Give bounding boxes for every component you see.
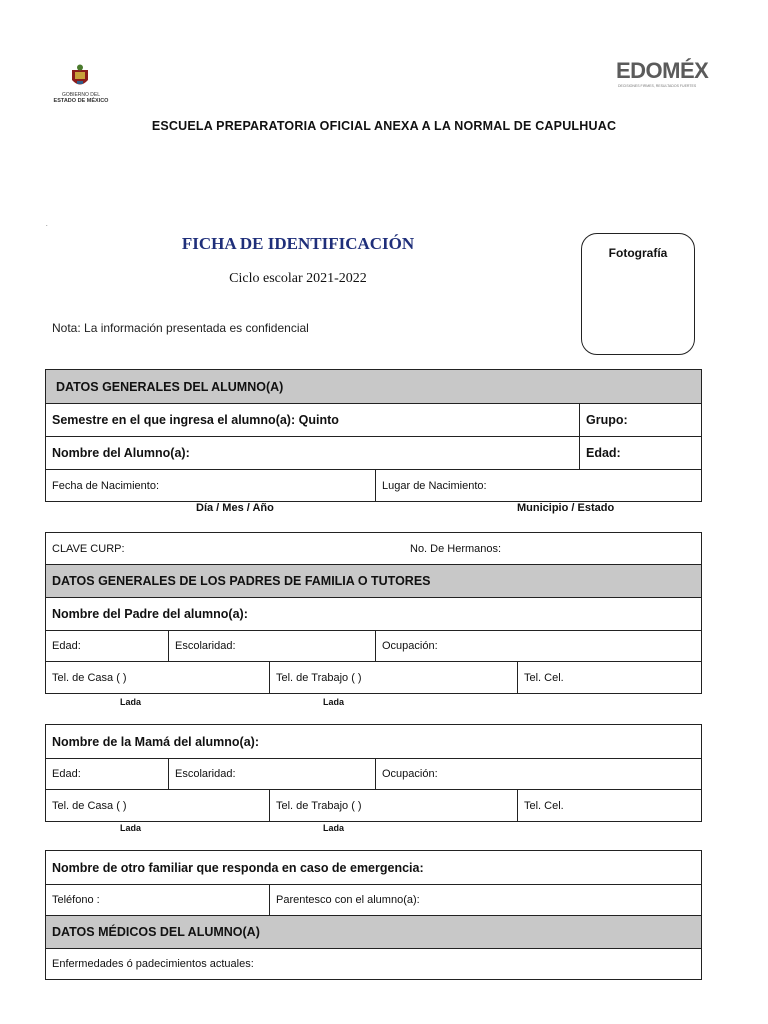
student-table: [45, 369, 702, 502]
semester-field[interactable]: Semestre en el que ingresa el alumno(a): Quinto: [52, 413, 339, 427]
form-title: FICHA DE IDENTIFICACIÓN: [181, 234, 415, 253]
mother-work-phone-field[interactable]: Tel. de Trabajo ( ): [269, 790, 517, 821]
birth-place-field[interactable]: Lugar de Nacimiento:: [375, 470, 701, 501]
father-work-lada: Lada: [323, 697, 345, 707]
father-home-lada: Lada: [120, 697, 142, 707]
edomex-logo: [614, 58, 709, 92]
mother-age-field[interactable]: Edad:: [52, 768, 81, 780]
birth-place-hint: Municipio / Estado: [517, 502, 615, 514]
confidential-note: Nota: La información presentada es confidencial: [52, 321, 309, 335]
father-schooling-field[interactable]: Escolaridad:: [168, 631, 375, 661]
school-cycle: Ciclo escolar 2021-2022: [229, 271, 367, 286]
medical-conditions-field[interactable]: Enfermedades ó padecimientos actuales:: [52, 958, 254, 970]
mother-name-field[interactable]: Nombre de la Mamá del alumno(a):: [52, 734, 259, 749]
group-field[interactable]: Grupo:: [579, 404, 701, 436]
emergency-relation-field[interactable]: Parentesco con el alumno(a):: [269, 885, 701, 915]
photo-label: Fotografía: [608, 246, 668, 260]
student-name-field[interactable]: Nombre del Alumno(a):: [52, 446, 190, 460]
medical-section-title: DATOS MÉDICOS DEL ALUMNO(A): [52, 925, 260, 939]
mother-occupation-field[interactable]: Ocupación:: [375, 759, 701, 789]
birth-date-field[interactable]: Fecha de Nacimiento:: [52, 479, 159, 492]
mother-home-phone-field[interactable]: Tel. de Casa ( ): [52, 799, 127, 812]
logo-line-2: ESTADO DE MÉXICO: [53, 98, 109, 104]
emergency-name-field[interactable]: Nombre de otro familiar que responda en caso de emergencia:: [52, 860, 424, 875]
curp-field[interactable]: CLAVE CURP:: [52, 542, 125, 555]
mother-work-lada: Lada: [323, 823, 345, 833]
siblings-field[interactable]: No. De Hermanos:: [410, 542, 502, 555]
father-name-field[interactable]: Nombre del Padre del alumno(a):: [52, 607, 248, 621]
mother-cell-phone-field[interactable]: Tel. Cel.: [517, 790, 701, 821]
edomex-tagline: DECISIONES FIRMES, RESULTADOS FUERTES: [618, 84, 697, 88]
father-work-phone-field[interactable]: Tel. de Trabajo ( ): [269, 662, 517, 693]
mother-home-lada: Lada: [120, 823, 142, 833]
photo-box[interactable]: [581, 233, 695, 355]
school-name: ESCUELA PREPARATORIA OFICIAL ANEXA A LA NORMAL DE CAPULHUAC: [151, 119, 617, 133]
state-seal-icon: [68, 64, 92, 90]
government-logo: [46, 64, 116, 110]
parents-section-title: DATOS GENERALES DE LOS PADRES DE FAMILIA O TUTORES: [52, 574, 431, 588]
parents-table: [45, 532, 702, 694]
father-home-phone-field[interactable]: Tel. de Casa ( ): [52, 671, 127, 684]
father-occupation-field[interactable]: Ocupación:: [375, 631, 701, 661]
mother-table: [45, 724, 702, 822]
father-age-field[interactable]: Edad:: [52, 640, 81, 652]
logo-line-1: GOBIERNO DEL: [61, 92, 101, 98]
emergency-phone-field[interactable]: Teléfono :: [52, 894, 100, 906]
student-age-field[interactable]: Edad:: [579, 437, 701, 469]
student-section-title: DATOS GENERALES DEL ALUMNO(A): [56, 379, 284, 394]
birth-date-hint: Día / Mes / Año: [196, 502, 274, 514]
emergency-medical-table: [45, 850, 702, 980]
edomex-wordmark: EDOMÉX: [616, 58, 709, 83]
father-cell-phone-field[interactable]: Tel. Cel.: [517, 662, 701, 693]
mother-schooling-field[interactable]: Escolaridad:: [168, 759, 375, 789]
stray-dot: .: [46, 222, 48, 228]
